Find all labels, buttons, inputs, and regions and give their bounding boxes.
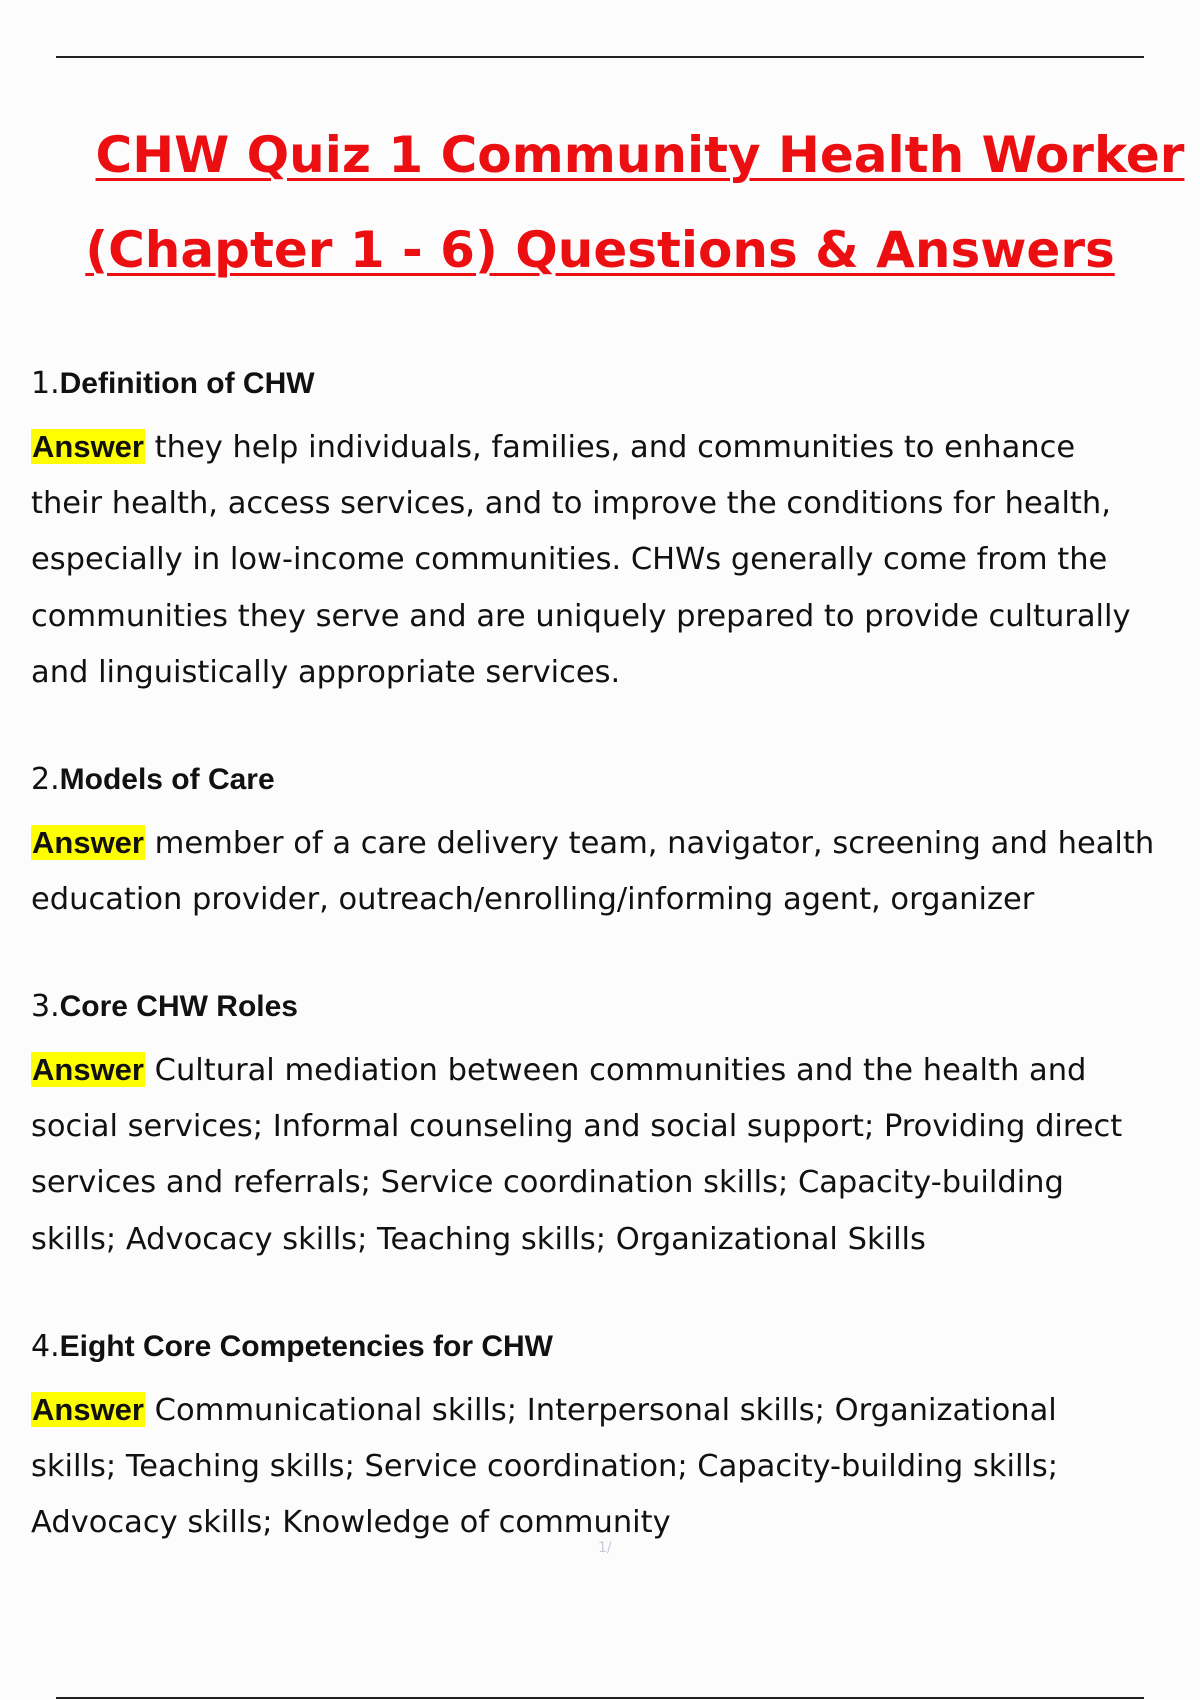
- answer-text: Communicational skills; Interpersonal skills; Organizational: [144, 1393, 1057, 1428]
- document-title: [0, 108, 1200, 298]
- answer-block: [31, 1382, 1191, 1552]
- question-heading: [31, 364, 1191, 404]
- question-heading: [31, 987, 1191, 1027]
- answer-line: and linguistically appropriate services.: [31, 655, 621, 690]
- header-divider: [56, 56, 1144, 58]
- answer-line: skills; Teaching skills; Service coordination; Capacity-building skills;: [31, 1448, 1059, 1484]
- question-text: Models of Care: [59, 763, 275, 796]
- answer-line: [31, 419, 1191, 476]
- qa-item-1: [31, 364, 1191, 702]
- answer-line: skills; Advocacy skills; Teaching skills; Organizational Skills: [31, 1221, 926, 1257]
- question-number: 1.: [31, 366, 60, 401]
- answer-line: their health, access services, and to improve the conditions for health,: [31, 485, 1111, 521]
- qa-item-3: [31, 987, 1191, 1268]
- page-number: 1/: [598, 1540, 612, 1556]
- answer-line: services and referrals; Service coordination skills; Capacity-building: [31, 1165, 1064, 1200]
- question-heading: [31, 1327, 1191, 1367]
- qa-item-4: [31, 1327, 1191, 1552]
- answer-line: Advocacy skills; Knowledge of community: [31, 1505, 671, 1540]
- footer-divider: [56, 1697, 1144, 1699]
- title-line-2: (Chapter 1 - 6) Questions & Answers: [85, 221, 1115, 279]
- question-text: Definition of CHW: [59, 367, 315, 400]
- title-line-1: CHW Quiz 1 Community Health Worker: [95, 126, 1185, 184]
- question-number: 2.: [31, 762, 60, 797]
- answer-block: [31, 815, 1191, 928]
- qa-item-2: [31, 760, 1191, 928]
- answer-block: [31, 419, 1191, 702]
- answer-line: education provider, outreach/enrolling/informing agent, organizer: [31, 881, 1035, 917]
- answer-text: Cultural mediation between communities and the health and: [144, 1053, 1087, 1088]
- answer-block: [31, 1042, 1191, 1268]
- answer-line: social services; Informal counseling and social support; Providing direct: [31, 1108, 1123, 1144]
- answer-line: [31, 1042, 1191, 1099]
- question-number: 3.: [31, 989, 60, 1024]
- answer-line: communities they serve and are uniquely prepared to provide culturally: [31, 598, 1131, 634]
- answer-label-highlight: Answer: [32, 1392, 144, 1427]
- answer-label-highlight: Answer: [32, 1052, 144, 1087]
- answer-text: they help individuals, families, and communities to enhance: [144, 430, 1076, 465]
- answer-line: especially in low-income communities. CHWs generally come from the: [31, 542, 1108, 577]
- answer-label-highlight: Answer: [32, 825, 144, 860]
- question-number: 4.: [31, 1329, 60, 1364]
- answer-line: [31, 1382, 1191, 1439]
- answer-label-highlight: Answer: [32, 429, 144, 464]
- question-text: Core CHW Roles: [59, 990, 298, 1023]
- question-text: Eight Core Competencies for CHW: [59, 1330, 553, 1363]
- question-heading: [31, 760, 1191, 800]
- answer-line: [31, 815, 1191, 872]
- answer-text: member of a care delivery team, navigator, screening and health: [144, 826, 1155, 861]
